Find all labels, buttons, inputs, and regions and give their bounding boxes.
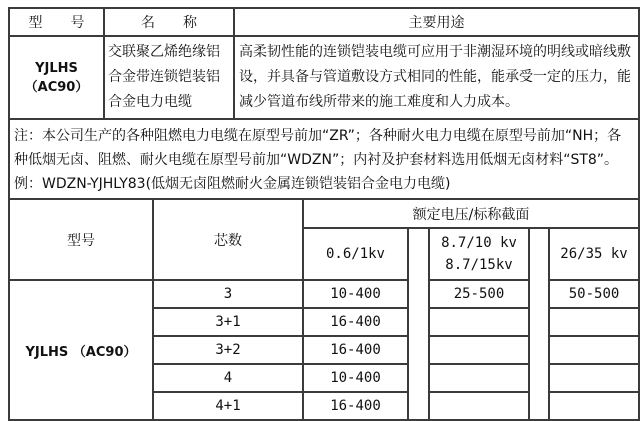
section-0_6-1kv: 16-400 [303, 308, 408, 336]
model-value: YJLHS （AC90） [9, 36, 104, 119]
spacer-column-1 [408, 228, 429, 420]
top-table-data-row [9, 36, 639, 119]
cores-value: 3 [153, 280, 303, 308]
section-26-35kv [549, 308, 639, 336]
header-voltage-8_7-10kv: 8.7/10 kv [441, 235, 517, 251]
section-26-35kv [549, 364, 639, 392]
section-8_7kv [429, 308, 529, 336]
header-voltage-8_7kv [429, 228, 529, 280]
model-value-2: YJLHS （AC90） [9, 280, 153, 420]
header-voltage-26-35kv: 26/35 kv [549, 228, 639, 280]
spacer-column-2 [529, 228, 549, 420]
section-26-35kv [549, 336, 639, 364]
header-cores: 芯数 [153, 199, 303, 280]
cable-description-table [8, 7, 640, 200]
section-8_7kv [429, 364, 529, 392]
cores-value: 3+2 [153, 336, 303, 364]
header-voltage-8_7-15kv: 8.7/15kv [445, 257, 513, 273]
note-text: 注：本公司生产的各种阻燃电力电缆在原型号前加“ZR”；各种耐火电力电缆在原型号前加“NH；各种低烟无卤、阻燃、耐火电缆在原型号前加“WDZN”；内衬及护套材料选用低烟无卤材料“ST8”。例：WDZN-YJHLY83(低烟无卤阻燃耐火金属连锁铠装铝合金电力电缆) [9, 119, 639, 199]
section-26-35kv [549, 392, 639, 420]
voltage-section-table [8, 198, 640, 421]
section-0_6-1kv: 16-400 [303, 392, 408, 420]
cores-value: 4 [153, 364, 303, 392]
section-0_6-1kv: 16-400 [303, 336, 408, 364]
section-26-35kv: 50-500 [549, 280, 639, 308]
header-model-2: 型号 [9, 199, 153, 280]
section-8_7kv: 25-500 [429, 280, 529, 308]
header-voltage-group: 额定电压/标称截面 [303, 199, 639, 228]
cable-name-value: 交联聚乙烯绝缘铝合金带连锁铠装铝合金电力电缆 [104, 36, 234, 119]
section-0_6-1kv: 10-400 [303, 364, 408, 392]
voltage-group-header-row [9, 199, 639, 228]
section-8_7kv [429, 336, 529, 364]
note-row [9, 119, 639, 199]
header-main-usage: 主要用途 [234, 8, 639, 36]
top-table-header-row [9, 8, 639, 36]
section-0_6-1kv: 10-400 [303, 280, 408, 308]
header-name: 名 称 [104, 8, 234, 36]
cores-value: 3+1 [153, 308, 303, 336]
main-usage-value: 高柔韧性能的连锁铠装电缆可应用于非潮湿环境的明线或暗线敷设，并具备与管道敷设方式相同的性能，能承受一定的压力，能减少管道布线所带来的施工难度和人力成本。 [234, 36, 639, 119]
cores-value: 4+1 [153, 392, 303, 420]
header-voltage-0_6-1kv: 0.6/1kv [303, 228, 408, 280]
header-model: 型 号 [9, 8, 104, 36]
section-8_7kv [429, 392, 529, 420]
